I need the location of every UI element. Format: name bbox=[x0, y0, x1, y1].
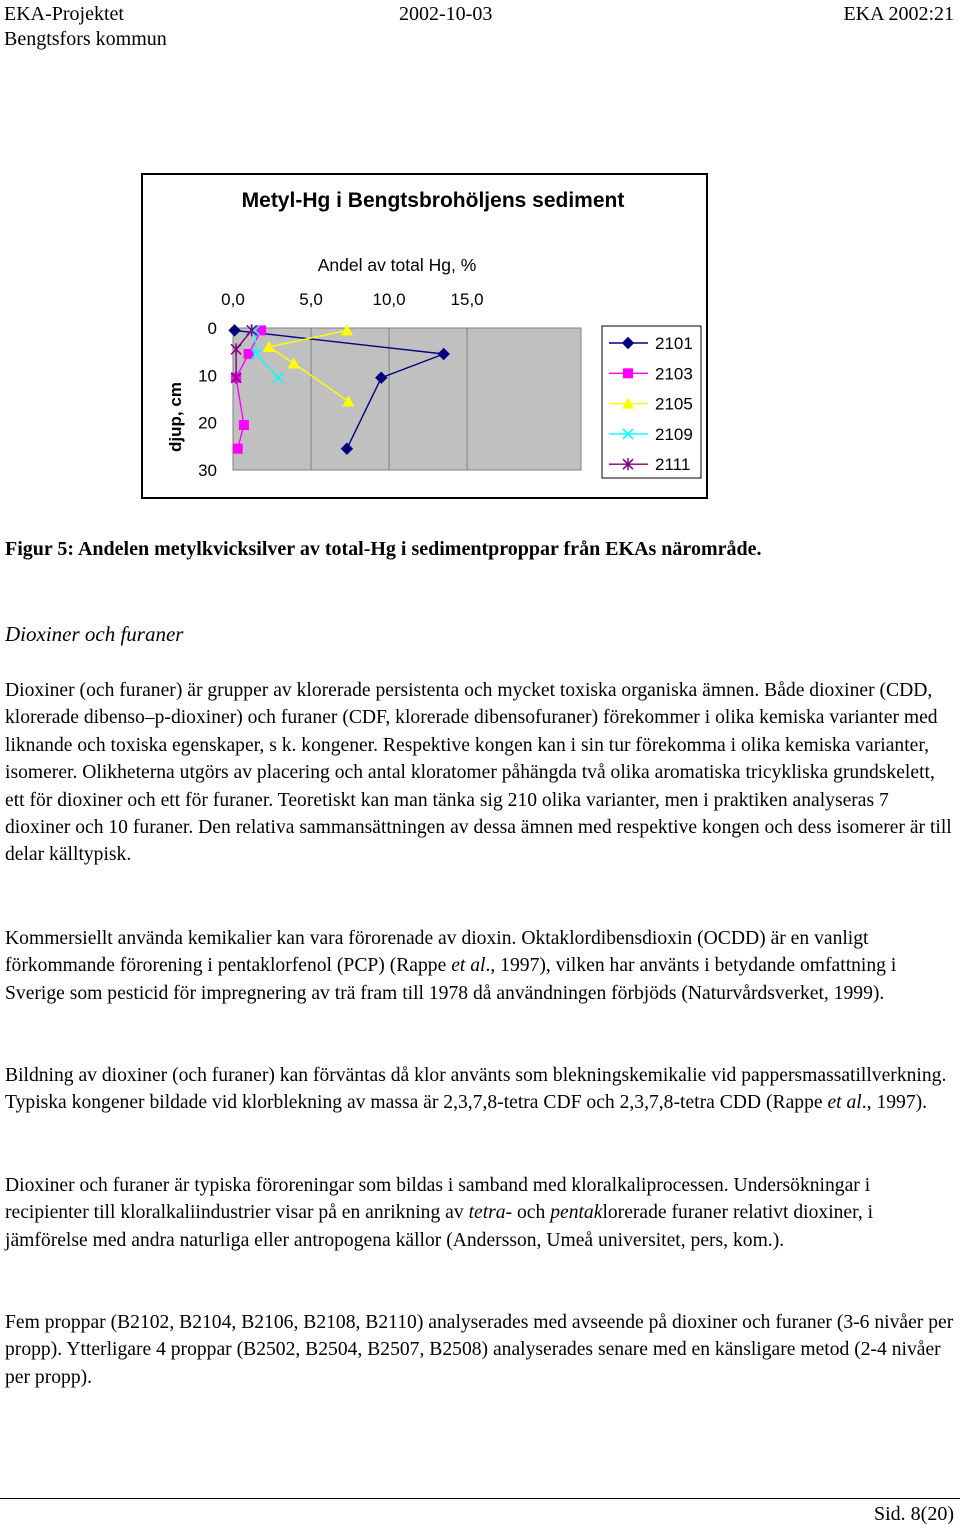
paragraph-2-text-a: Kommersiellt använda kemikalier kan vara förorenade av dioxin. Oktaklordibensdioxin (OCDD) är en vanligt förkommande förorening i pentaklorfenol (PCP) (Rappe bbox=[5, 928, 869, 977]
footer-rule bbox=[0, 1498, 960, 1499]
paragraph-4-italic-penta: pentak bbox=[550, 1202, 603, 1224]
figure-caption: Figur 5: Andelen metylkvicksilver av total-Hg i sedimentproppar från EKAs närområde. bbox=[5, 538, 762, 560]
y-tick-label: 10 bbox=[198, 366, 217, 386]
paragraph-5-text: Fem proppar (B2102, B2104, B2106, B2108, B2110) analyserades med avseende på dioxiner och furaner (3-6 nivåer per propp). Ytterligare 4 proppar (B2502, B2504, B2507, B2508) analyserades senare med en känsligare metod (2-4 nivåer per propp). bbox=[5, 1312, 954, 1388]
legend-label: 2111 bbox=[655, 455, 691, 475]
header-date: 2002-10-03 bbox=[399, 3, 493, 25]
paragraph-1-text: Dioxiner (och furaner) är grupper av klorerade persistenta och mycket toxiska organiska ämnen. Både dioxiner (CDD, klorerade dibenso–p-dioxiner) och furaner (CDF, klorerade dibensofuraner) förekommer i olika kemiska varianter med liknande och toxiska egenskaper, s k. kongener. Respektive kongen kan i sin tur förekomma i olika kemiska varianter, isomerer. Olikheterna utgörs av placering och antal kloratomer påhängda två olika aromatiska tricykliska grundskelett, ett för dioxiner och ett för furaner. Teoretiskt kan man tänka sig 210 olika varianter, men i praktiken analyseras 7 dioxiner och 10 furaner. Den relativa sammansättningen av dessa ämnen med respektive kongen och dess isomerer är till delar källtypisk. bbox=[5, 680, 952, 866]
y-tick-label: 30 bbox=[198, 461, 217, 480]
x-tick-label: 15,0 bbox=[450, 290, 484, 309]
methyl-hg-chart bbox=[143, 175, 706, 497]
point-marker bbox=[623, 368, 633, 378]
paragraph-2-italic: et al bbox=[451, 955, 486, 977]
paragraph-4-text-a: Dioxiner och furaner är typiska föroreningar som bildas i samband med kloralkaliprocessen. Undersökningar i recipienter till kloralkaliindustrier visar på en anrikning av bbox=[5, 1175, 871, 1224]
y-tick-label: 20 bbox=[198, 413, 217, 433]
legend-label: 2105 bbox=[655, 394, 693, 414]
paragraph-4-text-b: - och bbox=[505, 1202, 551, 1224]
paragraph-4 bbox=[5, 1172, 957, 1254]
paragraph-4-italic-tetra: tetra bbox=[468, 1202, 506, 1224]
chart-title: Metyl-Hg i Bengtsbrohöljens sediment bbox=[241, 189, 625, 212]
paragraph-2-text-b: ., 1997), vilken har använts i betydande omfattning i Sverige som pesticid för impregnering av trä fram till 1978 då användningen förbjöds (Naturvårdsverket, 1999). bbox=[5, 955, 897, 1004]
paragraph-3-italic: et al bbox=[827, 1092, 862, 1114]
x-tick-label: 10,0 bbox=[372, 290, 406, 309]
paragraph-3-text-b: ., 1997). bbox=[861, 1092, 928, 1114]
paragraph-1 bbox=[5, 677, 957, 869]
legend-label: 2109 bbox=[655, 424, 693, 444]
section-heading: Dioxiner och furaner bbox=[5, 622, 184, 646]
chart-y-axis-label: djup, cm bbox=[166, 382, 185, 452]
point-marker bbox=[239, 420, 249, 430]
x-tick-label: 0,0 bbox=[221, 290, 245, 309]
chart-x-axis-label: Andel av total Hg, % bbox=[317, 255, 477, 275]
x-tick-label: 5,0 bbox=[299, 290, 323, 309]
paragraph-5 bbox=[5, 1309, 957, 1391]
legend-label: 2101 bbox=[655, 334, 693, 353]
header-municipality: Bengtsfors kommun bbox=[4, 28, 167, 50]
header-project: EKA-Projektet bbox=[4, 3, 124, 25]
header-report-id: EKA 2002:21 bbox=[843, 3, 954, 25]
footer-page-number: Sid. 8(20) bbox=[874, 1503, 954, 1525]
legend-label: 2103 bbox=[655, 364, 693, 384]
paragraph-4-text-c: lorerade furaner relativt dioxiner, i jämförelse med andra naturliga eller antropogena källor (Andersson, Umeå universitet, pers, kom.). bbox=[5, 1202, 874, 1251]
point-marker bbox=[233, 444, 243, 454]
y-tick-label: 0 bbox=[207, 319, 217, 338]
paragraph-3 bbox=[5, 1062, 957, 1117]
chart-frame bbox=[141, 173, 708, 499]
paragraph-3-text-a: Bildning av dioxiner (och furaner) kan förväntas då klor använts som blekningskemikalie vid pappersmassatillverkning. Typiska kongener bildade vid klorblekning av massa är 2,3,7,8-tetra CDF och 2,3,7,8-tetra CDD (Rappe bbox=[5, 1065, 947, 1114]
paragraph-2 bbox=[5, 925, 957, 1007]
